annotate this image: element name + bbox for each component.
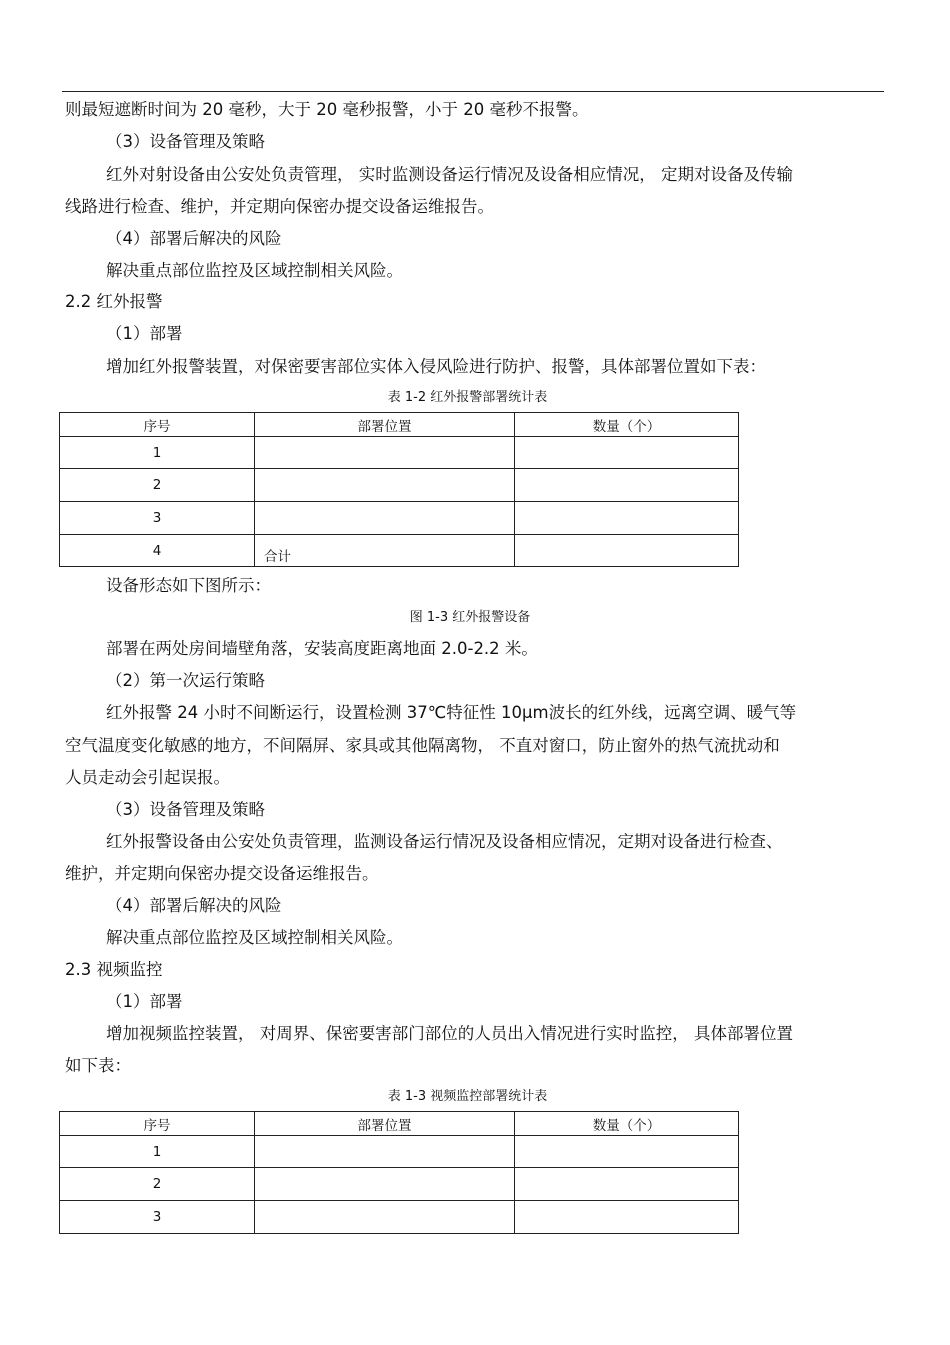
table-cell: 1 — [60, 1136, 255, 1168]
table-cell — [515, 1168, 739, 1201]
paragraph-line: 解决重点部位监控及区域控制相关风险。 — [106, 928, 403, 947]
header-rule — [62, 91, 884, 92]
subheading-risk: （4）部署后解决的风险 — [106, 896, 282, 915]
table-row — [60, 1168, 739, 1201]
subheading-management: （3）设备管理及策略 — [106, 132, 265, 151]
table-cell: 2 — [60, 1168, 255, 1201]
table-cell — [515, 1201, 739, 1234]
table-cell — [515, 502, 739, 535]
table-cell — [255, 1136, 515, 1168]
column-header: 序号 — [60, 413, 255, 437]
table-cell — [255, 502, 515, 535]
table-header-row — [60, 413, 739, 437]
table-cell — [515, 1136, 739, 1168]
paragraph-line: 维护，并定期向保密办提交设备运维报告。 — [65, 864, 379, 883]
table-caption: 表 1-2 红外报警部署统计表 — [387, 390, 548, 405]
paragraph-line: 部署在两处房间墙壁角落，安装高度距离地面 2.0-2.2 米。 — [106, 639, 538, 658]
paragraph-line: 空气温度变化敏感的地方，不间隔屏、家具或其他隔离物， 不直对窗口，防止窗外的热气流扰动和 — [65, 736, 780, 755]
table-cell: 4 — [60, 535, 255, 567]
section-heading-2-2: 2.2 红外报警 — [65, 292, 163, 311]
paragraph-line: 增加视频监控装置， 对周界、保密要害部门部位的人员出入情况进行实时监控， 具体部署位置 — [106, 1024, 793, 1043]
table-caption: 表 1-3 视频监控部署统计表 — [387, 1089, 548, 1104]
table-row — [60, 502, 739, 535]
paragraph-line: 人员走动会引起误报。 — [65, 768, 230, 787]
paragraph-line: 如下表： — [65, 1056, 131, 1075]
infrared-alarm-table — [59, 412, 739, 567]
video-surveillance-table — [59, 1111, 739, 1234]
subheading-deploy: （1）部署 — [106, 324, 183, 343]
paragraph-line: 解决重点部位监控及区域控制相关风险。 — [106, 261, 403, 280]
paragraph-line: 则最短遮断时间为 20 毫秒，大于 20 毫秒报警，小于 20 毫秒不报警。 — [65, 100, 589, 119]
table-cell: 3 — [60, 502, 255, 535]
table-cell — [515, 469, 739, 502]
table-header-row — [60, 1112, 739, 1136]
column-header: 序号 — [60, 1112, 255, 1136]
subheading-strategy: （2）第一次运行策略 — [106, 671, 265, 690]
table-cell — [255, 1201, 515, 1234]
section-heading-2-3: 2.3 视频监控 — [65, 960, 163, 979]
table-row-total — [60, 535, 739, 567]
column-header: 部署位置 — [255, 413, 515, 437]
column-header: 数量（个） — [515, 413, 739, 437]
table-cell — [515, 535, 739, 567]
paragraph-line: 线路进行检查、维护，并定期向保密办提交设备运维报告。 — [65, 197, 494, 216]
table-cell — [255, 437, 515, 469]
subheading-management: （3）设备管理及策略 — [106, 800, 265, 819]
paragraph-line: 红外报警设备由公安处负责管理，监测设备运行情况及设备相应情况，定期对设备进行检查、 — [106, 832, 783, 851]
table-row — [60, 469, 739, 502]
figure-caption: 图 1-3 红外报警设备 — [409, 610, 531, 625]
subheading-deploy: （1）部署 — [106, 992, 183, 1011]
table-cell: 1 — [60, 437, 255, 469]
column-header: 部署位置 — [255, 1112, 515, 1136]
table-cell-total-label: 合计 — [255, 535, 515, 567]
table-cell — [515, 437, 739, 469]
table-cell: 2 — [60, 469, 255, 502]
table-cell: 3 — [60, 1201, 255, 1234]
paragraph-line: 增加红外报警装置，对保密要害部位实体入侵风险进行防护、报警，具体部署位置如下表： — [106, 357, 766, 376]
paragraph-line: 红外报警 24 小时不间断运行，设置检测 37℃特征性 10μm波长的红外线，远离空调、暖气等 — [106, 703, 797, 722]
table-row — [60, 437, 739, 469]
column-header: 数量（个） — [515, 1112, 739, 1136]
table-cell — [255, 469, 515, 502]
paragraph-line: 红外对射设备由公安处负责管理， 实时监测设备运行情况及设备相应情况， 定期对设备及传输 — [106, 165, 793, 184]
table-row — [60, 1201, 739, 1234]
table-row — [60, 1136, 739, 1168]
subheading-risk: （4）部署后解决的风险 — [106, 229, 282, 248]
table-cell — [255, 1168, 515, 1201]
paragraph-line: 设备形态如下图所示： — [106, 576, 271, 595]
